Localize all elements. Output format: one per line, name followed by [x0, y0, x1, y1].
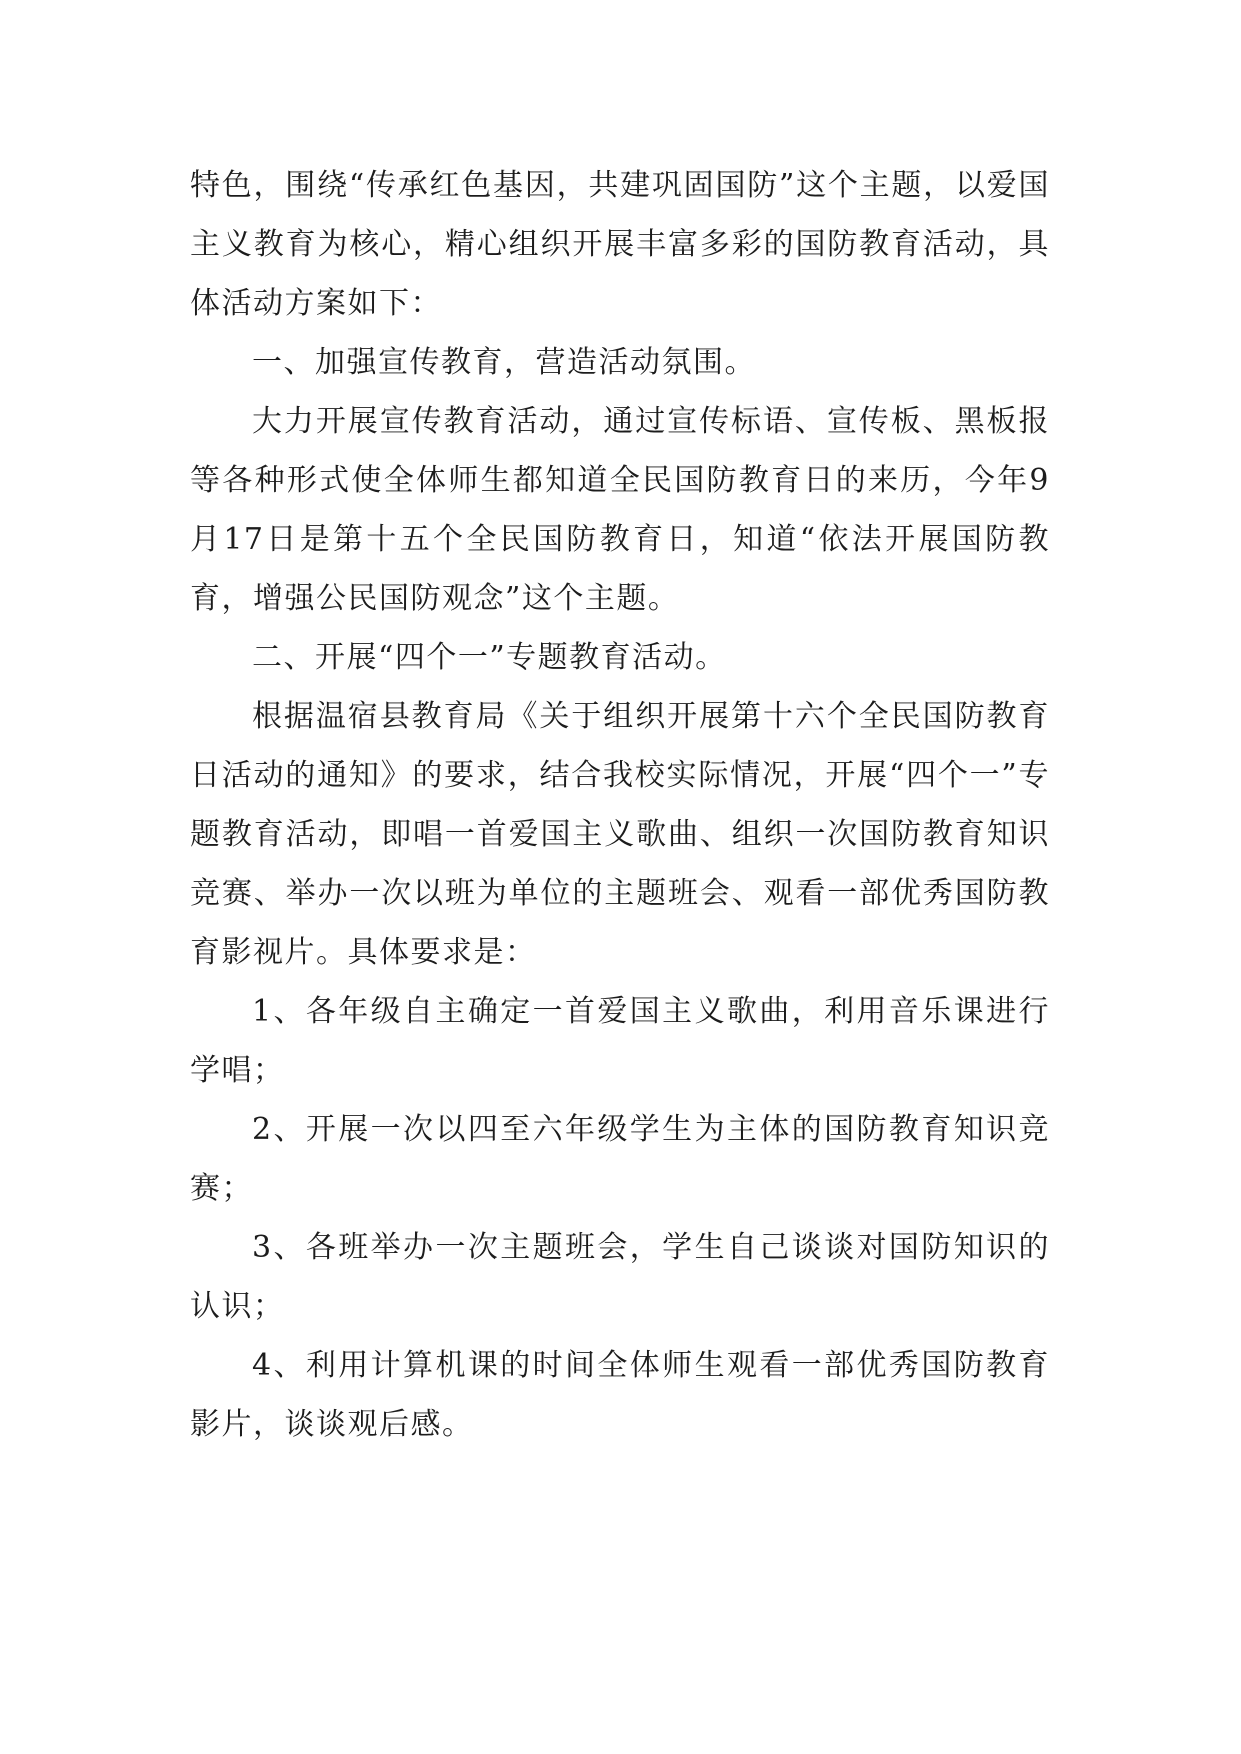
section-heading-1: 一、加强宣传教育，营造活动氛围。 [252, 345, 756, 380]
list-item-1: 1、各年级自主确定一首爱国主义歌曲，利用音乐课进行学唱； [190, 994, 1050, 1088]
document-body [190, 156, 1050, 1454]
paragraph-publicity: 大力开展宣传教育活动，通过宣传标语、宣传板、黑板报等各种形式使全体师生都知道全民国防教育日的来历，今年9月17日是第十五个全民国防教育日，知道“依法开展国防教育，增强公民国防观念”这个主题。 [190, 404, 1050, 616]
paragraph-four-ones: 根据温宿县教育局《关于组织开展第十六个全民国防教育日活动的通知》的要求，结合我校实际情况，开展“四个一”专题教育活动，即唱一首爱国主义歌曲、组织一次国防教育知识竞赛、举办一次以班为单位的主题班会、观看一部优秀国防教育影视片。具体要求是： [190, 699, 1050, 970]
list-item-2: 2、开展一次以四至六年级学生为主体的国防教育知识竞赛； [190, 1112, 1050, 1206]
section-heading-2: 二、开展“四个一”专题教育活动。 [252, 640, 727, 675]
list-item-3: 3、各班举办一次主题班会，学生自己谈谈对国防知识的认识； [190, 1230, 1050, 1324]
paragraph-intro-continued: 特色，围绕“传承红色基因，共建巩固国防”这个主题，以爱国主义教育为核心，精心组织开展丰富多彩的国防教育活动，具体活动方案如下： [190, 168, 1050, 321]
list-item-4: 4、利用计算机课的时间全体师生观看一部优秀国防教育影片，谈谈观后感。 [190, 1348, 1050, 1442]
